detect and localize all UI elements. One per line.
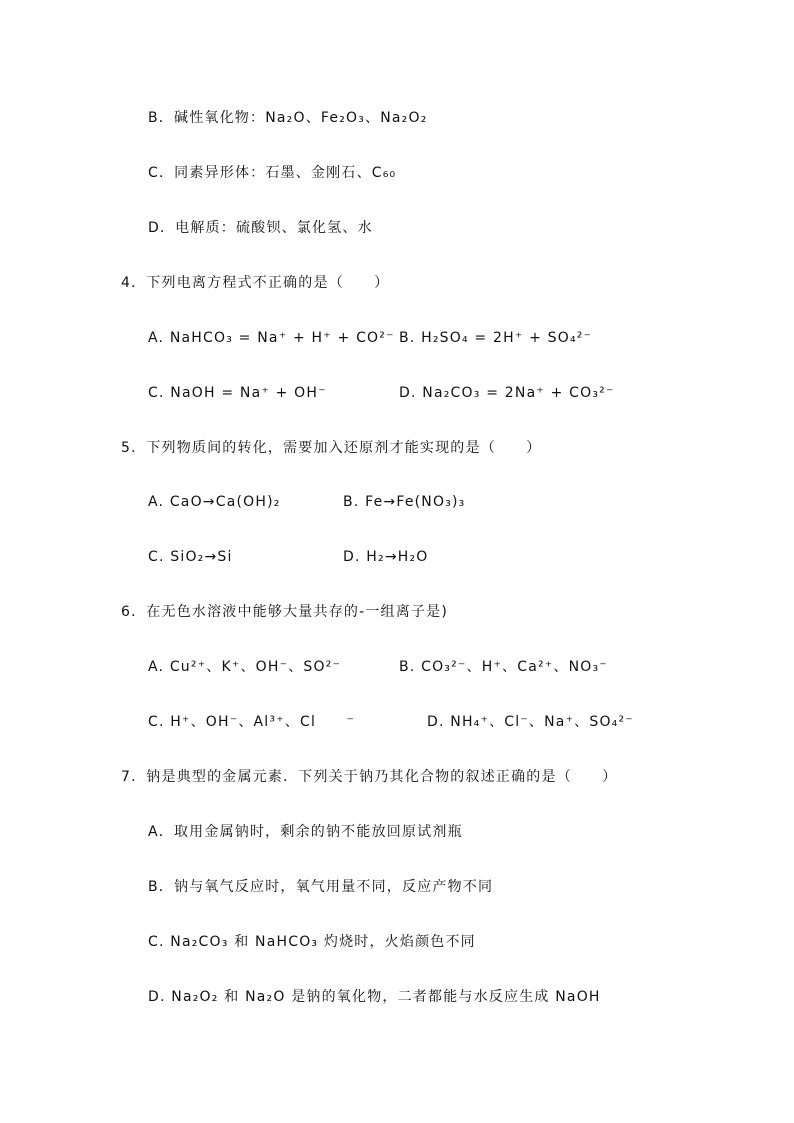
- question-7-option-b: B．钠与氧气反应时，氧气用量不同，反应产物不同: [148, 879, 494, 895]
- question-7-stem: 7．钠是典型的金属元素．下列关于钠乃其化合物的叙述正确的是（ ）: [121, 769, 618, 785]
- question-4-option-c: C. NaOH = Na⁺ + OH⁻: [148, 385, 327, 401]
- question-5-option-c: C. SiO₂→Si: [148, 549, 233, 565]
- question-5-option-a: A. CaO→Ca(OH)₂: [148, 494, 281, 510]
- question-4-option-d: D. Na₂CO₃ = 2Na⁺ + CO₃²⁻: [399, 385, 615, 401]
- question-4-stem: 4．下列电离方程式不正确的是（ ）: [121, 275, 390, 291]
- question-7-option-a: A．取用金属钠时，剩余的钠不能放回原试剂瓶: [148, 824, 463, 840]
- question-3-option-c: C．同素异形体：石墨、金刚石、C₆₀: [148, 165, 397, 181]
- question-6-option-c: C. H⁺、OH⁻、Al³⁺、Cl ⁻: [148, 714, 356, 730]
- question-6-option-a: A. Cu²⁺、K⁺、OH⁻、SO²⁻: [148, 659, 342, 675]
- question-5-option-b: B. Fe→Fe(NO₃)₃: [343, 494, 466, 510]
- question-7-option-c: C. Na₂CO₃ 和 NaHCO₃ 灼烧时，火焰颜色不同: [148, 934, 476, 950]
- question-6-option-b: B. CO₃²⁻、H⁺、Ca²⁺、NO₃⁻: [399, 659, 608, 675]
- question-4-option-b: B. H₂SO₄ = 2H⁺ + SO₄²⁻: [399, 330, 593, 346]
- question-5-option-d: D. H₂→H₂O: [343, 549, 429, 565]
- question-7-option-d: D. Na₂O₂ 和 Na₂O 是钠的氧化物，二者都能与水反应生成 NaOH: [148, 989, 601, 1005]
- question-4-option-a: A. NaHCO₃ = Na⁺ + H⁺ + CO²⁻: [148, 330, 395, 346]
- question-5-stem: 5．下列物质间的转化，需要加入还原剂才能实现的是（ ）: [121, 440, 542, 456]
- question-6-stem: 6．在无色水溶液中能够大量共存的-一组离子是): [121, 604, 449, 620]
- question-3-option-b: B．碱性氧化物：Na₂O、Fe₂O₃、Na₂O₂: [148, 110, 428, 126]
- question-6-option-d: D. NH₄⁺、Cl⁻、Na⁺、SO₄²⁻: [427, 714, 634, 730]
- question-3-option-d: D．电解质：硫酸钡、氯化氢、水: [148, 220, 373, 236]
